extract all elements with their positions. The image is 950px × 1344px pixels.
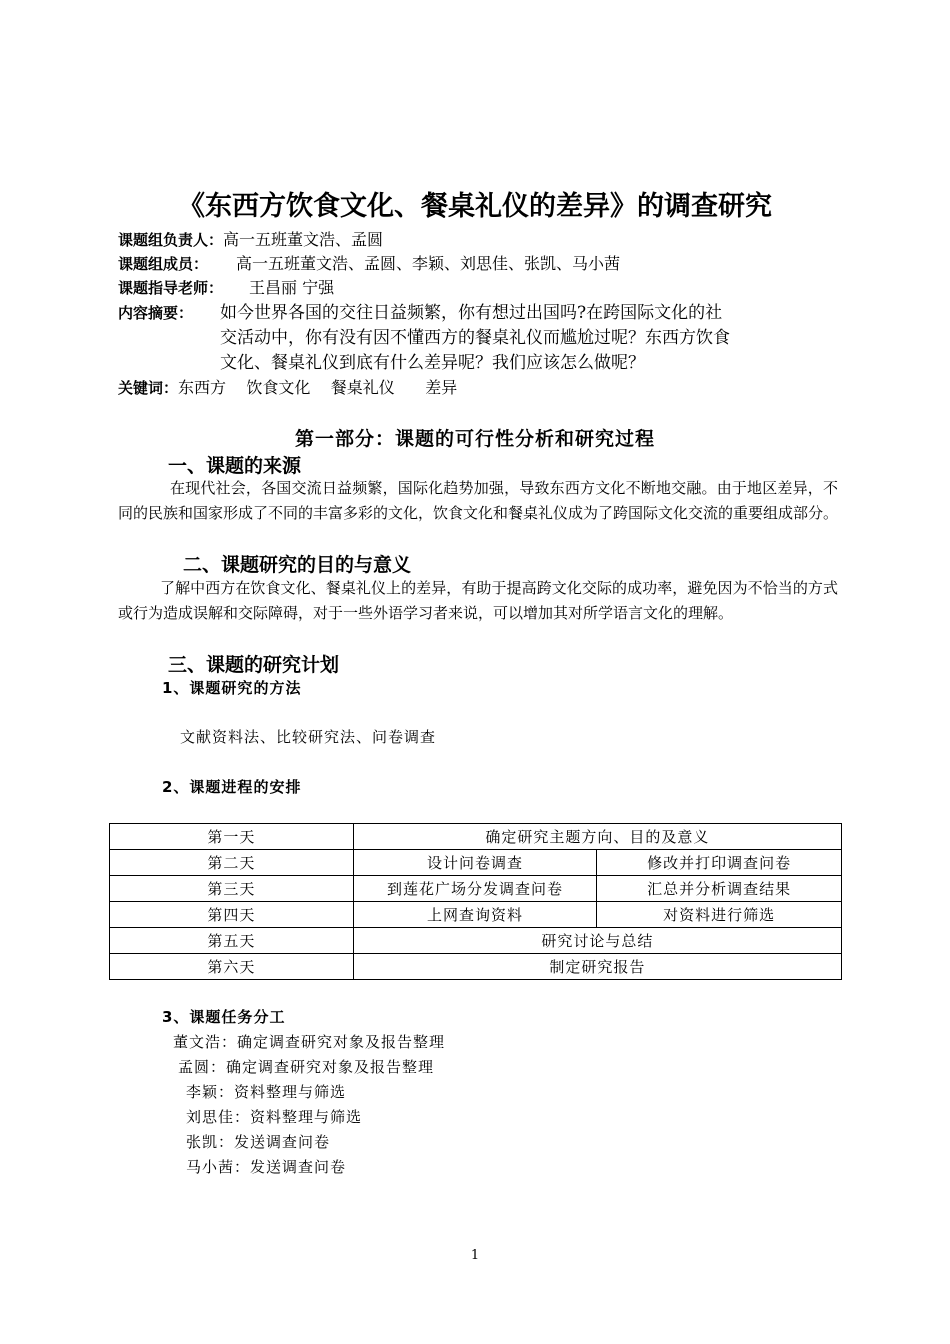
part-heading: 第一部分：课题的可行性分析和研究过程 [294,428,655,450]
task-item: 孟圆：确定调查研究对象及报告整理 [178,1058,435,1076]
schedule-heading: 2、课题进程的安排 [162,778,302,796]
tasks-heading: 3、课题任务分工 [162,1008,286,1026]
schedule-day: 第三天 [110,876,354,902]
schedule-task: 上网查询资料 [353,902,597,928]
schedule-task: 制定研究报告 [353,954,841,980]
task-item: 马小茜：发送调查问卷 [186,1158,347,1176]
schedule-task: 对资料进行筛选 [597,902,842,928]
schedule-day: 第四天 [110,902,354,928]
schedule-row [110,850,842,876]
page-number: 1 [470,1248,480,1263]
schedule-task: 汇总并分析调查结果 [597,876,842,902]
keywords-line [118,376,457,400]
members-label: 课题组成员： [118,255,209,273]
task-item: 张凯：发送调查问卷 [186,1133,331,1151]
method-heading: 1、课题研究的方法 [162,679,302,697]
keywords-label: 关键词： [118,379,179,397]
schedule-row [110,876,842,902]
task-item: 董文浩：确定调查研究对象及报告整理 [173,1033,446,1051]
document-title: 《东西方饮食文化、餐桌礼仪的差异》的调查研究 [178,191,772,222]
schedule-day: 第六天 [110,954,354,980]
task-item: 李颖：资料整理与筛选 [186,1083,347,1101]
schedule-row [110,902,842,928]
schedule-day: 第二天 [110,850,354,876]
schedule-row [110,824,842,850]
schedule-table [109,823,842,980]
schedule-task: 修改并打印调查问卷 [597,850,842,876]
keywords-value: 东西方 饮食文化 餐桌礼仪 差异 [178,378,458,397]
section-1-heading: 一、课题的来源 [168,455,302,477]
schedule-task: 确定研究主题方向、目的及意义 [353,824,841,850]
schedule-task: 到莲花广场分发调查问卷 [353,876,597,902]
section-1-text: 在现代社会，各国交流日益频繁，国际化趋势加强，导致东西方文化不断地交融。由于地区差异，不同的民族和国家形成了不同的丰富多彩的文化，饮食文化和餐桌礼仪成为了跨国际文化交流的重要组成部分。 [118,479,839,522]
abstract-line-2: 交活动中，你有没有因不懂西方的餐桌礼仪而尴尬过呢？东西方饮食 [220,328,730,348]
leader-line [118,228,383,252]
teacher-value: 王昌丽 宁强 [249,278,335,297]
section-2-heading: 二、课题研究的目的与意义 [183,554,412,576]
abstract-label: 内容摘要： [118,304,194,322]
teacher-label: 课题指导老师： [118,279,224,297]
schedule-row [110,954,842,980]
teacher-line [118,276,334,300]
abstract-line-3: 文化、餐桌礼仪到底有什么差异呢？我们应该怎么做呢？ [220,353,645,373]
schedule-row [110,928,842,954]
section-2-text: 了解中西方在饮食文化、餐桌礼仪上的差异，有助于提高跨文化交际的成功率，避免因为不恰当的方式或行为造成误解和交际障碍，对于一些外语学习者来说，可以增加其对所学语言文化的理解。 [118,579,838,622]
abstract-line-1: 如今世界各国的交往日益频繁，你有想过出国吗?在跨国际文化的社 [220,303,723,323]
task-item: 刘思佳：资料整理与筛选 [186,1108,363,1126]
schedule-day: 第一天 [110,824,354,850]
schedule-day: 第五天 [110,928,354,954]
method-text: 文献资料法、比较研究法、问卷调查 [180,728,437,746]
section-3-heading: 三、课题的研究计划 [168,654,340,676]
schedule-task: 设计问卷调查 [353,850,597,876]
leader-label: 课题组负责人： [118,231,224,249]
schedule-task: 研究讨论与总结 [353,928,841,954]
members-line [118,252,620,276]
members-value: 高一五班董文浩、孟圆、李颖、刘思佳、张凯、马小茜 [236,254,621,273]
leader-value: 高一五班董文浩、孟圆 [223,230,384,249]
